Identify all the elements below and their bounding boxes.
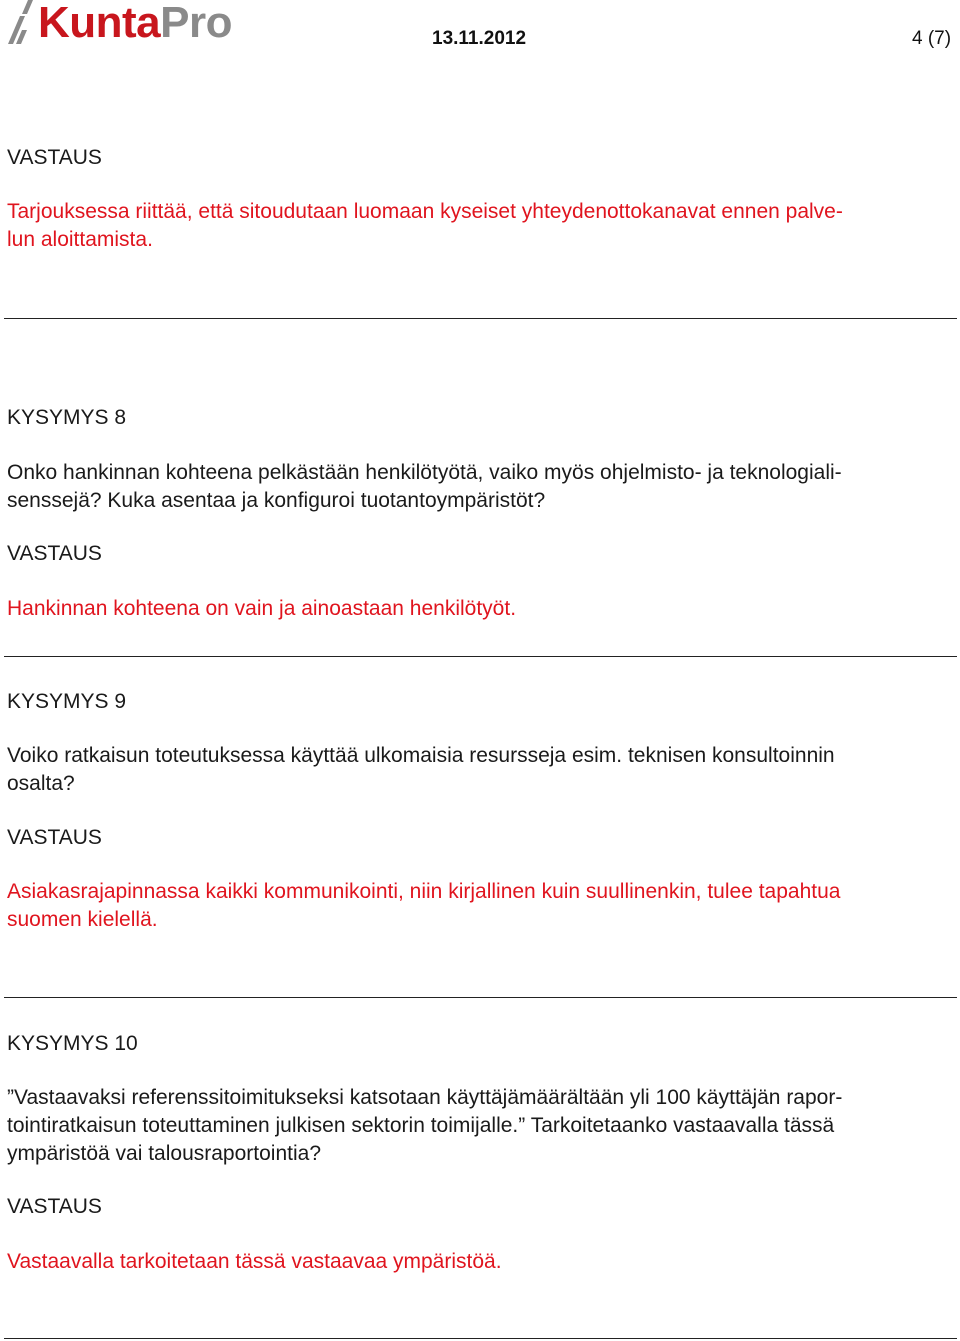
answer-heading: VASTAUS	[7, 826, 102, 849]
question-text-line: Voiko ratkaisun toteutuksessa käyttää ulkomaisia resursseja esim. teknisen konsultoinnin	[7, 744, 835, 767]
answer-heading: VASTAUS	[7, 542, 102, 565]
question-text-line: tointiratkaisun toteuttaminen julkisen sektorin toimijalle.” Tarkoitetaanko vastaavalla tässä	[7, 1114, 835, 1137]
answer-text-line: Tarjouksessa riittää, että sitoudutaan luomaan kyseiset yhteydenottokanavat ennen palve-	[7, 200, 843, 223]
answer-text-line: lun aloittamista.	[7, 228, 153, 251]
answer-text-line: Vastaavalla tarkoitetaan tässä vastaavaa ympäristöä.	[7, 1250, 502, 1273]
logo-wordmark	[38, 0, 232, 46]
answer-text-line: Asiakasrajapinnassa kaikki kommunikointi, niin kirjallinen kuin suullinenkin, tulee tapahtua	[7, 880, 841, 903]
page-number: 4 (7)	[912, 28, 952, 49]
section-divider	[4, 318, 957, 319]
section-divider	[4, 1338, 957, 1339]
answer-text-line: Hankinnan kohteena on vain ja ainoastaan henkilötyöt.	[7, 597, 517, 620]
kuntapro-logo	[6, 0, 232, 50]
question-text-line: Onko hankinnan kohteena pelkästään henkilötyötä, vaiko myös ohjelmisto- ja teknologiali-	[7, 461, 842, 484]
answer-heading: VASTAUS	[7, 146, 102, 169]
section-divider	[4, 997, 957, 998]
kuntapro-logo-icon	[6, 0, 36, 46]
question-text-line: senssejä? Kuka asentaa ja konfiguroi tuotantoympäristöt?	[7, 489, 546, 512]
question-heading: KYSYMYS 10	[7, 1032, 138, 1055]
logo-pro-text: Pro	[160, 0, 233, 47]
question-text-line: ympäristöä vai talousraportointia?	[7, 1142, 321, 1165]
section-divider	[4, 656, 957, 657]
answer-heading: VASTAUS	[7, 1195, 102, 1218]
question-text-line: ”Vastaavaksi referenssitoimitukseksi katsotaan käyttäjämäärältään yli 100 käyttäjän rapor-	[7, 1086, 843, 1109]
question-heading: KYSYMYS 9	[7, 690, 127, 713]
question-text-line: osalta?	[7, 772, 75, 795]
question-heading: KYSYMYS 8	[7, 406, 127, 429]
logo-kunta-text: Kunta	[38, 0, 161, 47]
document-date: 13.11.2012	[432, 28, 527, 49]
answer-text-line: suomen kielellä.	[7, 908, 158, 931]
